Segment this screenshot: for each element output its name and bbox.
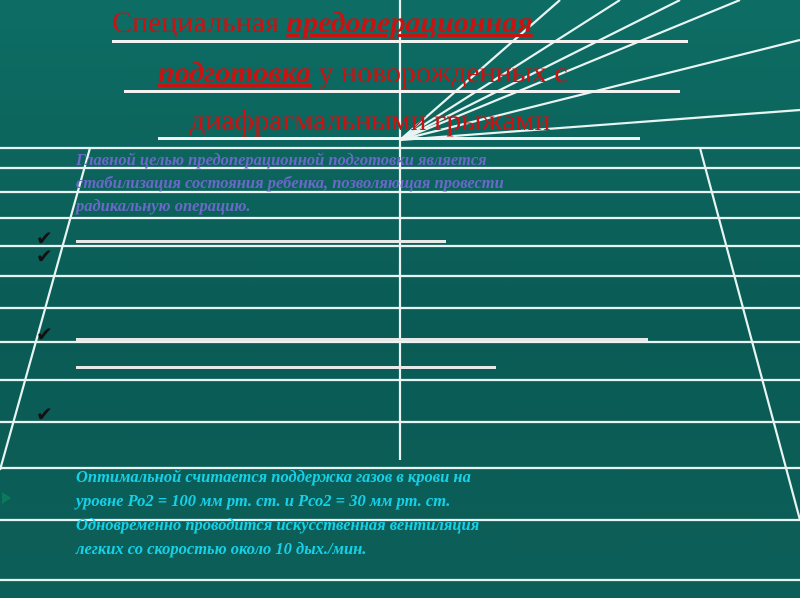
title-underline-2 (124, 90, 680, 93)
title-line-1 (112, 6, 533, 40)
closing-line-3: Одновременно проводится искусственная вентиляция (76, 515, 480, 534)
title-line-3 (190, 104, 551, 138)
checkmark-icon: ✔ (36, 402, 53, 426)
intro-line-2: стабилизация состояния ребенка, позволяющая провести (76, 173, 504, 192)
title-emph-1: предоперационная (286, 6, 533, 39)
title-plain-3: диафрагмальными грыжами (190, 104, 551, 137)
closing-line-4: легких со скоростью около 10 дых./мин. (76, 539, 367, 558)
closing-line-1: Оптимальной считается поддержка газов в крови на (76, 467, 471, 486)
checkmark-icon: ✔ (36, 226, 53, 250)
title-plain-2: у новорожденных с (311, 56, 568, 89)
intro-line-1: Главной целью предоперационной подготовки является (76, 150, 487, 169)
checkmark-icon: ✔ (36, 322, 53, 346)
obscured-bullet-text (76, 366, 496, 369)
intro-line-3: радикальную операцию. (76, 196, 251, 215)
obscured-bullet-text (76, 338, 648, 341)
title-underline-3 (158, 137, 640, 140)
title-line-2 (158, 56, 568, 90)
closing-line-2: уровне Ро2 = 100 мм рт. ст. и Рсо2 = 30 мм рт. ст. (76, 491, 451, 510)
obscured-bullet-text (76, 240, 446, 243)
triangle-bullet-icon (2, 492, 11, 504)
title-emph-2: подготовка (158, 56, 312, 89)
title-underline-1 (112, 40, 688, 43)
title-plain-1: Специальная (112, 6, 287, 39)
checkmark-icon: ✔ (36, 244, 53, 268)
